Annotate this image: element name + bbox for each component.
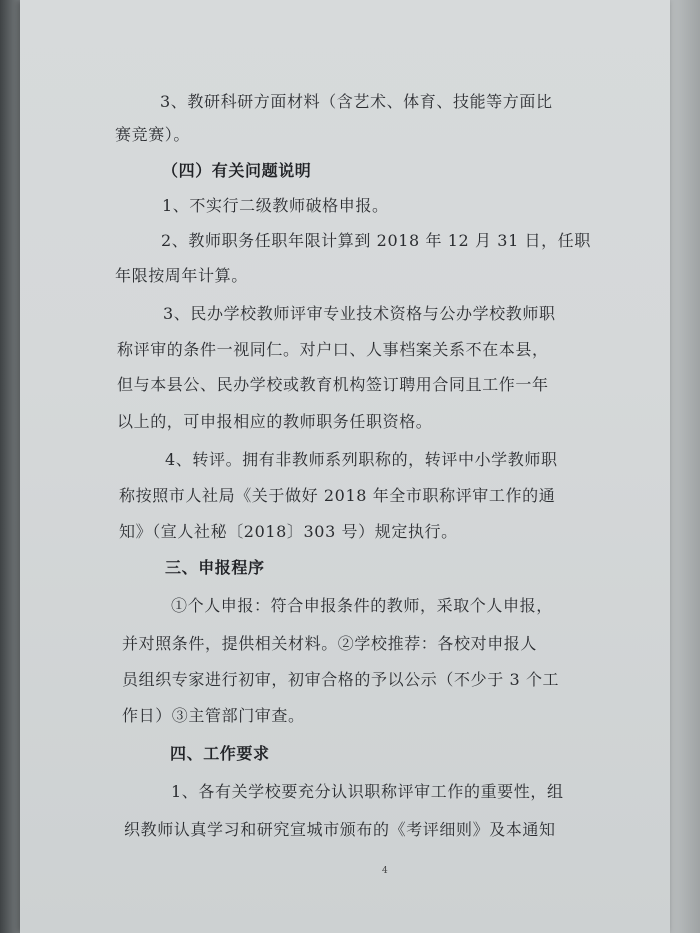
text-line-9: 但与本县公、民办学校或教育机构签订聘用合同且工作一年 xyxy=(117,375,549,394)
text-line-4: 1、不实行二级教师破格申报。 xyxy=(162,196,389,215)
text-line-5: 2、教师职务任职年限计算到 2018 年 12 月 31 日，任职 xyxy=(161,231,591,250)
page-number: 4 xyxy=(382,866,388,876)
text-line-17: 员组织专家进行初审，初审合格的予以公示（不少于 3 个工 xyxy=(122,670,560,689)
text-line-15: ①个人申报：符合申报条件的教师，采取个人申报， xyxy=(171,596,553,615)
text-line-11: 4、转评。拥有非教师系列职称的，转评中小学教师职 xyxy=(165,450,558,469)
text-line-8: 称评审的条件一视同仁。对户口、人事档案关系不在本县， xyxy=(117,340,549,359)
text-line-1: 3、教研科研方面材料（含艺术、体育、技能等方面比 xyxy=(160,92,553,111)
text-line-21: 织教师认真学习和研究宣城市颁布的《考评细则》及本通知 xyxy=(124,820,556,839)
text-line-13: 知》（宣人社秘〔2018〕303 号）规定执行。 xyxy=(119,522,458,541)
text-line-7: 3、民办学校教师评审专业技术资格与公办学校教师职 xyxy=(163,304,556,323)
page-edge-shadow xyxy=(0,0,20,933)
text-line-18: 作日）③主管部门审查。 xyxy=(122,706,305,725)
section-heading-4-requirements: 四、工作要求 xyxy=(170,744,270,763)
text-line-12: 称按照市人社局《关于做好 2018 年全市职称评审工作的通 xyxy=(119,486,556,505)
text-line-20: 1、各有关学校要充分认识职称评审工作的重要性，组 xyxy=(171,782,564,801)
text-line-10: 以上的，可申报相应的教师职务任职资格。 xyxy=(117,412,433,431)
text-line-2: 赛竞赛）。 xyxy=(115,125,191,144)
text-line-16: 并对照条件，提供相关材料。②学校推荐：各校对申报人 xyxy=(122,634,538,653)
text-line-6: 年限按周年计算。 xyxy=(115,266,248,285)
document-page xyxy=(20,0,670,933)
section-heading-3: 三、申报程序 xyxy=(165,558,265,577)
section-heading-4: （四）有关问题说明 xyxy=(162,161,312,180)
